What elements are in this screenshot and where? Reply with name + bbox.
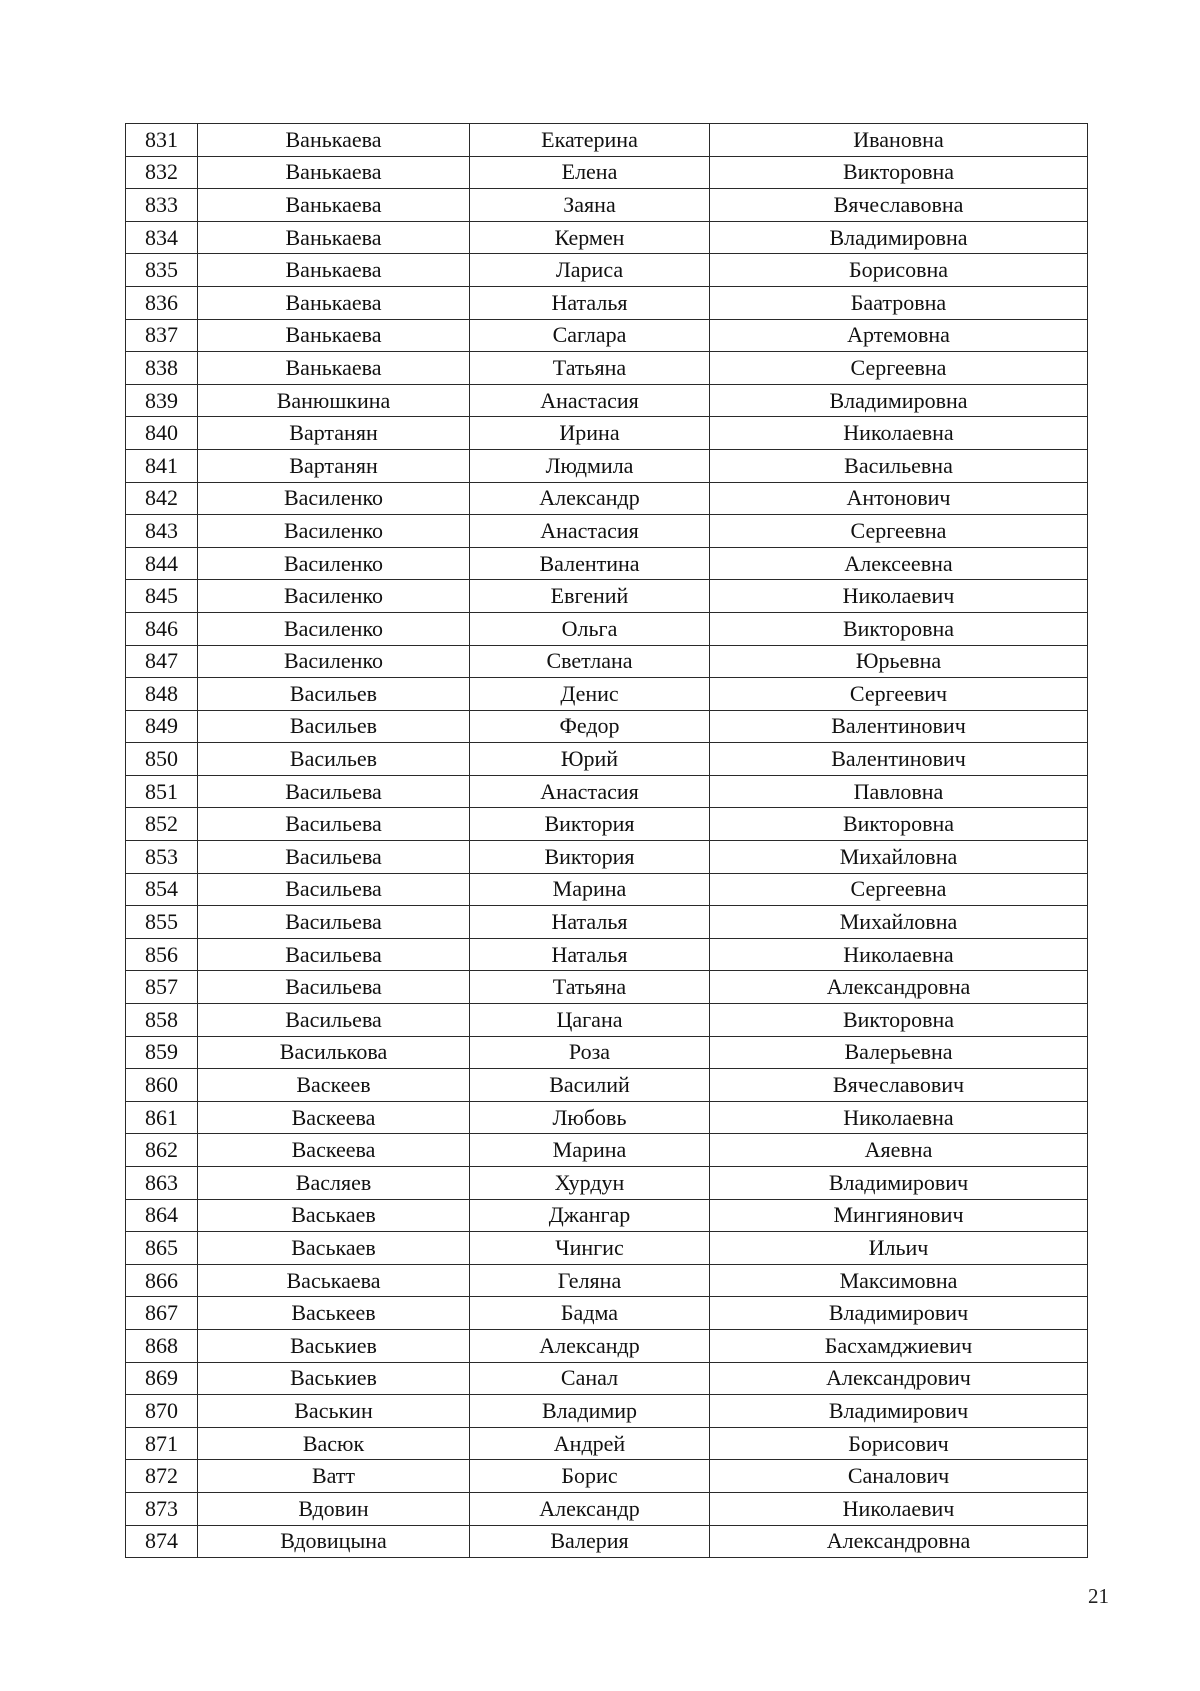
- table-row: [126, 286, 1088, 319]
- patronymic-cell: Васильевна: [710, 449, 1088, 482]
- row-number-cell: 845: [126, 580, 198, 613]
- patronymic-cell: Борисович: [710, 1427, 1088, 1460]
- patronymic-cell: Николаевна: [710, 938, 1088, 971]
- patronymic-cell: Валентинович: [710, 710, 1088, 743]
- row-number-cell: 843: [126, 515, 198, 548]
- table-row: [126, 124, 1088, 157]
- table-row: [126, 515, 1088, 548]
- row-number-cell: 846: [126, 612, 198, 645]
- row-number-cell: 854: [126, 873, 198, 906]
- patronymic-cell: Александровна: [710, 1525, 1088, 1558]
- table-row: [126, 971, 1088, 1004]
- row-number-cell: 847: [126, 645, 198, 678]
- patronymic-cell: Михайловна: [710, 841, 1088, 874]
- row-number-cell: 870: [126, 1395, 198, 1428]
- patronymic-cell: Ивановна: [710, 124, 1088, 157]
- patronymic-cell: Аяевна: [710, 1134, 1088, 1167]
- row-number-cell: 868: [126, 1329, 198, 1362]
- last-name-cell: Васильева: [198, 808, 470, 841]
- table-row: [126, 906, 1088, 939]
- first-name-cell: Заяна: [470, 189, 710, 222]
- patronymic-cell: Ильич: [710, 1232, 1088, 1265]
- first-name-cell: Татьяна: [470, 971, 710, 1004]
- row-number-cell: 865: [126, 1232, 198, 1265]
- last-name-cell: Ватт: [198, 1460, 470, 1493]
- patronymic-cell: Валерьевна: [710, 1036, 1088, 1069]
- first-name-cell: Марина: [470, 1134, 710, 1167]
- patronymic-cell: Артемовна: [710, 319, 1088, 352]
- table-row: [126, 156, 1088, 189]
- first-name-cell: Анастасия: [470, 515, 710, 548]
- row-number-cell: 832: [126, 156, 198, 189]
- patronymic-cell: Сергеевич: [710, 678, 1088, 711]
- row-number-cell: 872: [126, 1460, 198, 1493]
- last-name-cell: Васькаев: [198, 1199, 470, 1232]
- table-row: [126, 938, 1088, 971]
- last-name-cell: Василенко: [198, 547, 470, 580]
- table-row: [126, 841, 1088, 874]
- patronymic-cell: Юрьевна: [710, 645, 1088, 678]
- last-name-cell: Васькаева: [198, 1264, 470, 1297]
- last-name-cell: Васкеева: [198, 1101, 470, 1134]
- last-name-cell: Василенко: [198, 482, 470, 515]
- last-name-cell: Васильев: [198, 743, 470, 776]
- patronymic-cell: Басхамджиевич: [710, 1329, 1088, 1362]
- table-row: [126, 384, 1088, 417]
- first-name-cell: Роза: [470, 1036, 710, 1069]
- last-name-cell: Василенко: [198, 580, 470, 613]
- table-row: [126, 1492, 1088, 1525]
- page-number: 21: [1088, 1584, 1109, 1608]
- first-name-cell: Андрей: [470, 1427, 710, 1460]
- table-row: [126, 1069, 1088, 1102]
- table-row: [126, 449, 1088, 482]
- patronymic-cell: Владимировна: [710, 384, 1088, 417]
- patronymic-cell: Саналович: [710, 1460, 1088, 1493]
- row-number-cell: 871: [126, 1427, 198, 1460]
- last-name-cell: Васильева: [198, 938, 470, 971]
- patronymic-cell: Вячеславовна: [710, 189, 1088, 222]
- table-row: [126, 612, 1088, 645]
- table-row: [126, 1004, 1088, 1037]
- first-name-cell: Евгений: [470, 580, 710, 613]
- last-name-cell: Ванькаева: [198, 221, 470, 254]
- table-row: [126, 1134, 1088, 1167]
- first-name-cell: Елена: [470, 156, 710, 189]
- last-name-cell: Ванькаева: [198, 286, 470, 319]
- row-number-cell: 853: [126, 841, 198, 874]
- row-number-cell: 842: [126, 482, 198, 515]
- first-name-cell: Виктория: [470, 841, 710, 874]
- last-name-cell: Ванькаева: [198, 319, 470, 352]
- first-name-cell: Владимир: [470, 1395, 710, 1428]
- table-row: [126, 254, 1088, 287]
- last-name-cell: Васкеев: [198, 1069, 470, 1102]
- table-row: [126, 221, 1088, 254]
- first-name-cell: Валентина: [470, 547, 710, 580]
- last-name-cell: Васькаев: [198, 1232, 470, 1265]
- last-name-cell: Васильева: [198, 841, 470, 874]
- patronymic-cell: Викторовна: [710, 1004, 1088, 1037]
- row-number-cell: 866: [126, 1264, 198, 1297]
- last-name-cell: Васькиев: [198, 1329, 470, 1362]
- table-row: [126, 547, 1088, 580]
- first-name-cell: Саглара: [470, 319, 710, 352]
- first-name-cell: Александр: [470, 1492, 710, 1525]
- row-number-cell: 833: [126, 189, 198, 222]
- patronymic-cell: Валентинович: [710, 743, 1088, 776]
- row-number-cell: 850: [126, 743, 198, 776]
- first-name-cell: Светлана: [470, 645, 710, 678]
- roster-table-body: [126, 124, 1088, 1558]
- last-name-cell: Василенко: [198, 515, 470, 548]
- roster-table: [125, 123, 1088, 1558]
- first-name-cell: Валерия: [470, 1525, 710, 1558]
- row-number-cell: 856: [126, 938, 198, 971]
- patronymic-cell: Павловна: [710, 775, 1088, 808]
- table-row: [126, 482, 1088, 515]
- first-name-cell: Борис: [470, 1460, 710, 1493]
- last-name-cell: Ванькаева: [198, 189, 470, 222]
- patronymic-cell: Александровна: [710, 971, 1088, 1004]
- table-row: [126, 1036, 1088, 1069]
- row-number-cell: 839: [126, 384, 198, 417]
- table-row: [126, 808, 1088, 841]
- table-row: [126, 1101, 1088, 1134]
- last-name-cell: Ванькаева: [198, 352, 470, 385]
- patronymic-cell: Максимовна: [710, 1264, 1088, 1297]
- first-name-cell: Ирина: [470, 417, 710, 450]
- row-number-cell: 844: [126, 547, 198, 580]
- patronymic-cell: Михайловна: [710, 906, 1088, 939]
- patronymic-cell: Владимировна: [710, 221, 1088, 254]
- row-number-cell: 863: [126, 1167, 198, 1200]
- row-number-cell: 851: [126, 775, 198, 808]
- row-number-cell: 831: [126, 124, 198, 157]
- last-name-cell: Васькин: [198, 1395, 470, 1428]
- first-name-cell: Анастасия: [470, 384, 710, 417]
- first-name-cell: Ольга: [470, 612, 710, 645]
- row-number-cell: 859: [126, 1036, 198, 1069]
- last-name-cell: Ванькаева: [198, 254, 470, 287]
- table-row: [126, 1167, 1088, 1200]
- first-name-cell: Людмила: [470, 449, 710, 482]
- first-name-cell: Василий: [470, 1069, 710, 1102]
- row-number-cell: 860: [126, 1069, 198, 1102]
- table-row: [126, 1264, 1088, 1297]
- table-row: [126, 352, 1088, 385]
- table-row: [126, 1232, 1088, 1265]
- row-number-cell: 837: [126, 319, 198, 352]
- row-number-cell: 857: [126, 971, 198, 1004]
- last-name-cell: Васильева: [198, 1004, 470, 1037]
- table-row: [126, 1297, 1088, 1330]
- row-number-cell: 855: [126, 906, 198, 939]
- first-name-cell: Хурдун: [470, 1167, 710, 1200]
- table-row: [126, 743, 1088, 776]
- first-name-cell: Бадма: [470, 1297, 710, 1330]
- last-name-cell: Василенко: [198, 612, 470, 645]
- last-name-cell: Васюк: [198, 1427, 470, 1460]
- last-name-cell: Ванькаева: [198, 156, 470, 189]
- row-number-cell: 867: [126, 1297, 198, 1330]
- last-name-cell: Вдовин: [198, 1492, 470, 1525]
- table-row: [126, 645, 1088, 678]
- patronymic-cell: Викторовна: [710, 808, 1088, 841]
- patronymic-cell: Вячеславович: [710, 1069, 1088, 1102]
- patronymic-cell: Владимирович: [710, 1297, 1088, 1330]
- first-name-cell: Александр: [470, 482, 710, 515]
- table-row: [126, 580, 1088, 613]
- last-name-cell: Васильева: [198, 775, 470, 808]
- table-row: [126, 417, 1088, 450]
- last-name-cell: Васильева: [198, 971, 470, 1004]
- last-name-cell: Васляев: [198, 1167, 470, 1200]
- table-row: [126, 775, 1088, 808]
- table-row: [126, 1460, 1088, 1493]
- first-name-cell: Чингис: [470, 1232, 710, 1265]
- patronymic-cell: Мингиянович: [710, 1199, 1088, 1232]
- first-name-cell: Анастасия: [470, 775, 710, 808]
- patronymic-cell: Николаевна: [710, 417, 1088, 450]
- patronymic-cell: Сергеевна: [710, 515, 1088, 548]
- last-name-cell: Вартанян: [198, 449, 470, 482]
- last-name-cell: Василенко: [198, 645, 470, 678]
- patronymic-cell: Сергеевна: [710, 352, 1088, 385]
- patronymic-cell: Николаевич: [710, 580, 1088, 613]
- table-row: [126, 710, 1088, 743]
- first-name-cell: Наталья: [470, 906, 710, 939]
- patronymic-cell: Николаевич: [710, 1492, 1088, 1525]
- last-name-cell: Ванюшкина: [198, 384, 470, 417]
- table-row: [126, 1525, 1088, 1558]
- row-number-cell: 869: [126, 1362, 198, 1395]
- row-number-cell: 840: [126, 417, 198, 450]
- last-name-cell: Васильев: [198, 710, 470, 743]
- first-name-cell: Наталья: [470, 286, 710, 319]
- table-row: [126, 1427, 1088, 1460]
- patronymic-cell: Алексеевна: [710, 547, 1088, 580]
- table-row: [126, 319, 1088, 352]
- last-name-cell: Вартанян: [198, 417, 470, 450]
- first-name-cell: Виктория: [470, 808, 710, 841]
- first-name-cell: Любовь: [470, 1101, 710, 1134]
- table-row: [126, 1395, 1088, 1428]
- row-number-cell: 874: [126, 1525, 198, 1558]
- patronymic-cell: Владимирович: [710, 1395, 1088, 1428]
- last-name-cell: Васильева: [198, 906, 470, 939]
- table-row: [126, 678, 1088, 711]
- row-number-cell: 836: [126, 286, 198, 319]
- last-name-cell: Василькова: [198, 1036, 470, 1069]
- last-name-cell: Васильев: [198, 678, 470, 711]
- last-name-cell: Васильева: [198, 873, 470, 906]
- first-name-cell: Татьяна: [470, 352, 710, 385]
- row-number-cell: 852: [126, 808, 198, 841]
- patronymic-cell: Николаевна: [710, 1101, 1088, 1134]
- first-name-cell: Кермен: [470, 221, 710, 254]
- row-number-cell: 849: [126, 710, 198, 743]
- last-name-cell: Ванькаева: [198, 124, 470, 157]
- last-name-cell: Васкеева: [198, 1134, 470, 1167]
- patronymic-cell: Баатровна: [710, 286, 1088, 319]
- first-name-cell: Наталья: [470, 938, 710, 971]
- first-name-cell: Санал: [470, 1362, 710, 1395]
- row-number-cell: 864: [126, 1199, 198, 1232]
- row-number-cell: 848: [126, 678, 198, 711]
- first-name-cell: Денис: [470, 678, 710, 711]
- row-number-cell: 858: [126, 1004, 198, 1037]
- patronymic-cell: Викторовна: [710, 156, 1088, 189]
- first-name-cell: Цагана: [470, 1004, 710, 1037]
- row-number-cell: 873: [126, 1492, 198, 1525]
- patronymic-cell: Владимирович: [710, 1167, 1088, 1200]
- table-row: [126, 1362, 1088, 1395]
- row-number-cell: 834: [126, 221, 198, 254]
- table-row: [126, 1329, 1088, 1362]
- first-name-cell: Лариса: [470, 254, 710, 287]
- patronymic-cell: Александрович: [710, 1362, 1088, 1395]
- patronymic-cell: Борисовна: [710, 254, 1088, 287]
- last-name-cell: Вдовицына: [198, 1525, 470, 1558]
- first-name-cell: Александр: [470, 1329, 710, 1362]
- row-number-cell: 862: [126, 1134, 198, 1167]
- table-row: [126, 189, 1088, 222]
- row-number-cell: 861: [126, 1101, 198, 1134]
- patronymic-cell: Викторовна: [710, 612, 1088, 645]
- last-name-cell: Васькеев: [198, 1297, 470, 1330]
- table-row: [126, 873, 1088, 906]
- first-name-cell: Геляна: [470, 1264, 710, 1297]
- row-number-cell: 841: [126, 449, 198, 482]
- first-name-cell: Марина: [470, 873, 710, 906]
- first-name-cell: Джангар: [470, 1199, 710, 1232]
- first-name-cell: Федор: [470, 710, 710, 743]
- patronymic-cell: Сергеевна: [710, 873, 1088, 906]
- row-number-cell: 835: [126, 254, 198, 287]
- table-row: [126, 1199, 1088, 1232]
- patronymic-cell: Антонович: [710, 482, 1088, 515]
- row-number-cell: 838: [126, 352, 198, 385]
- first-name-cell: Екатерина: [470, 124, 710, 157]
- last-name-cell: Васькиев: [198, 1362, 470, 1395]
- first-name-cell: Юрий: [470, 743, 710, 776]
